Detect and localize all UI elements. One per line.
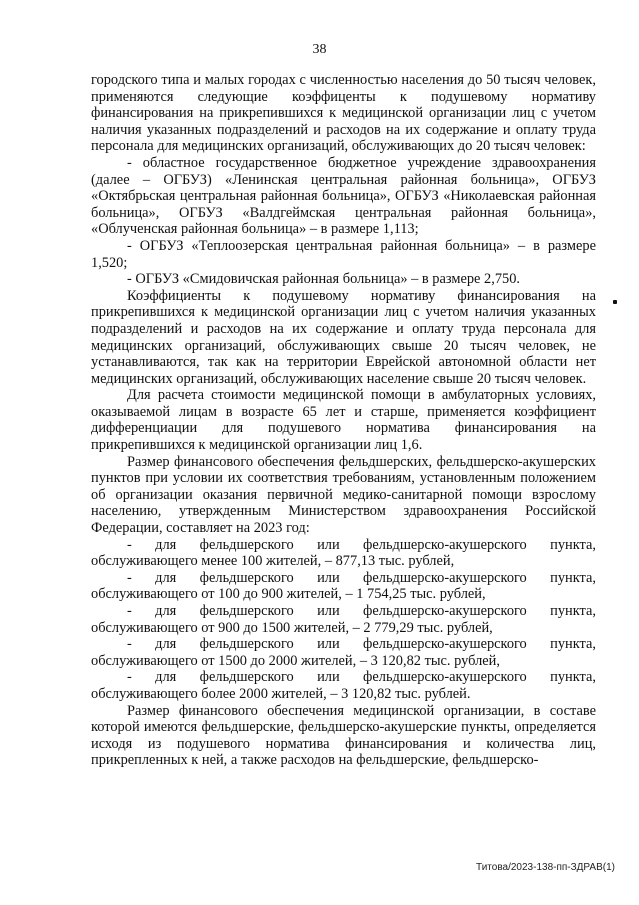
list-item-fap-900-1500: - для фельдшерского или фельдшерско-акушерского пункта, обслуживающего от 900 до 1500 жителей, – 2 779,29 тыс. рублей, <box>91 603 596 636</box>
paragraph-coefficients-over-20k: Коэффициенты к подушевому нормативу финансирования на прикрепившихся к медицинской организации лиц с учетом наличия указанных подразделений и расходов на их содержание и оплату труда персонала для медицинских организаций, обслуживающих свыше 20 тысяч человек, не устанавливаются, так как на территории Еврейской автономной области нет медицинских организаций, обслуживающих население свыше 20 тысяч человек. <box>91 287 596 387</box>
paragraph-fap-financing: Размер финансового обеспечения фельдшерских, фельдшерско-акушерских пунктов при условии их соответствия требованиям, установленным положением об организации оказания первичной медико-санитарной помощи взрослому населению, утвержденным Министерством здравоохранения Российской Федерации, составляет на 2023 год: <box>91 453 596 537</box>
list-item-smidovich: - ОГБУЗ «Смидовичская районная больница» – в размере 2,750. <box>127 271 521 288</box>
margin-mark <box>613 300 617 304</box>
paragraph-continuation: городского типа и малых городах с численностью населения до 50 тысяч человек, применяются следующие коэффиценты к подушевому нормативу финансирования на прикрепившихся к медицинской организации лиц с учетом наличия указанных подразделений и расходов на их содержание и оплату труда персонала для медицинских организаций, обслуживающих до 20 тысяч человек: <box>91 72 596 155</box>
list-item-fap-over-2000: - для фельдшерского или фельдшерско-акушерского пункта, обслуживающего более 2000 жителей, – 3 120,82 тыс. рублей. <box>91 669 596 702</box>
document-body <box>91 72 596 769</box>
list-item-hospitals-1113: - областное государственное бюджетное учреждение здравоохранения (далее – ОГБУЗ) «Ленинская центральная районная больница», ОГБУЗ «Октябрьская центральная районная больница», ОГБУЗ «Николаевская районная больница», ОГБУЗ «Валдгеймская центральная районная больница», «Облученская районная больница» – в размере 1,113; <box>91 154 596 238</box>
paragraph-age-65-coefficient: Для расчета стоимости медицинской помощи в амбулаторных условиях, оказываемой лицам в возрасте 65 лет и старше, применяется коэффициент дифференциации для подушевого норматива финансирования на прикрепившихся к медицинской организации лиц 1,6. <box>91 387 596 454</box>
list-item-fap-1500-2000: - для фельдшерского или фельдшерско-акушерского пункта, обслуживающего от 1500 до 2000 жителей, – 3 120,82 тыс. рублей, <box>91 636 596 669</box>
list-item-teploozersk: - ОГБУЗ «Теплоозерская центральная районная больница» – в размере 1,520; <box>91 237 596 271</box>
page-number: 38 <box>312 42 327 57</box>
paragraph-org-financing: Размер финансового обеспечения медицинской организации, в составе которой имеются фельдшерские, фельдшерско-акушерские пункты, определяется исходя из подушевого норматива финансирования и количества лиц, прикрепленных к ней, а также расходов на фельдшерские, фельдшерско- <box>91 702 596 769</box>
list-item-fap-under-100: - для фельдшерского или фельдшерско-акушерского пункта, обслуживающего менее 100 жителей, – 877,13 тыс. рублей, <box>91 536 596 570</box>
footer-doc-id: Титова/2023-138-пп-ЗДРАВ(1) <box>476 862 615 873</box>
list-item-fap-100-900: - для фельдшерского или фельдшерско-акушерского пункта, обслуживающего от 100 до 900 жителей, – 1 754,25 тыс. рублей, <box>91 569 596 603</box>
